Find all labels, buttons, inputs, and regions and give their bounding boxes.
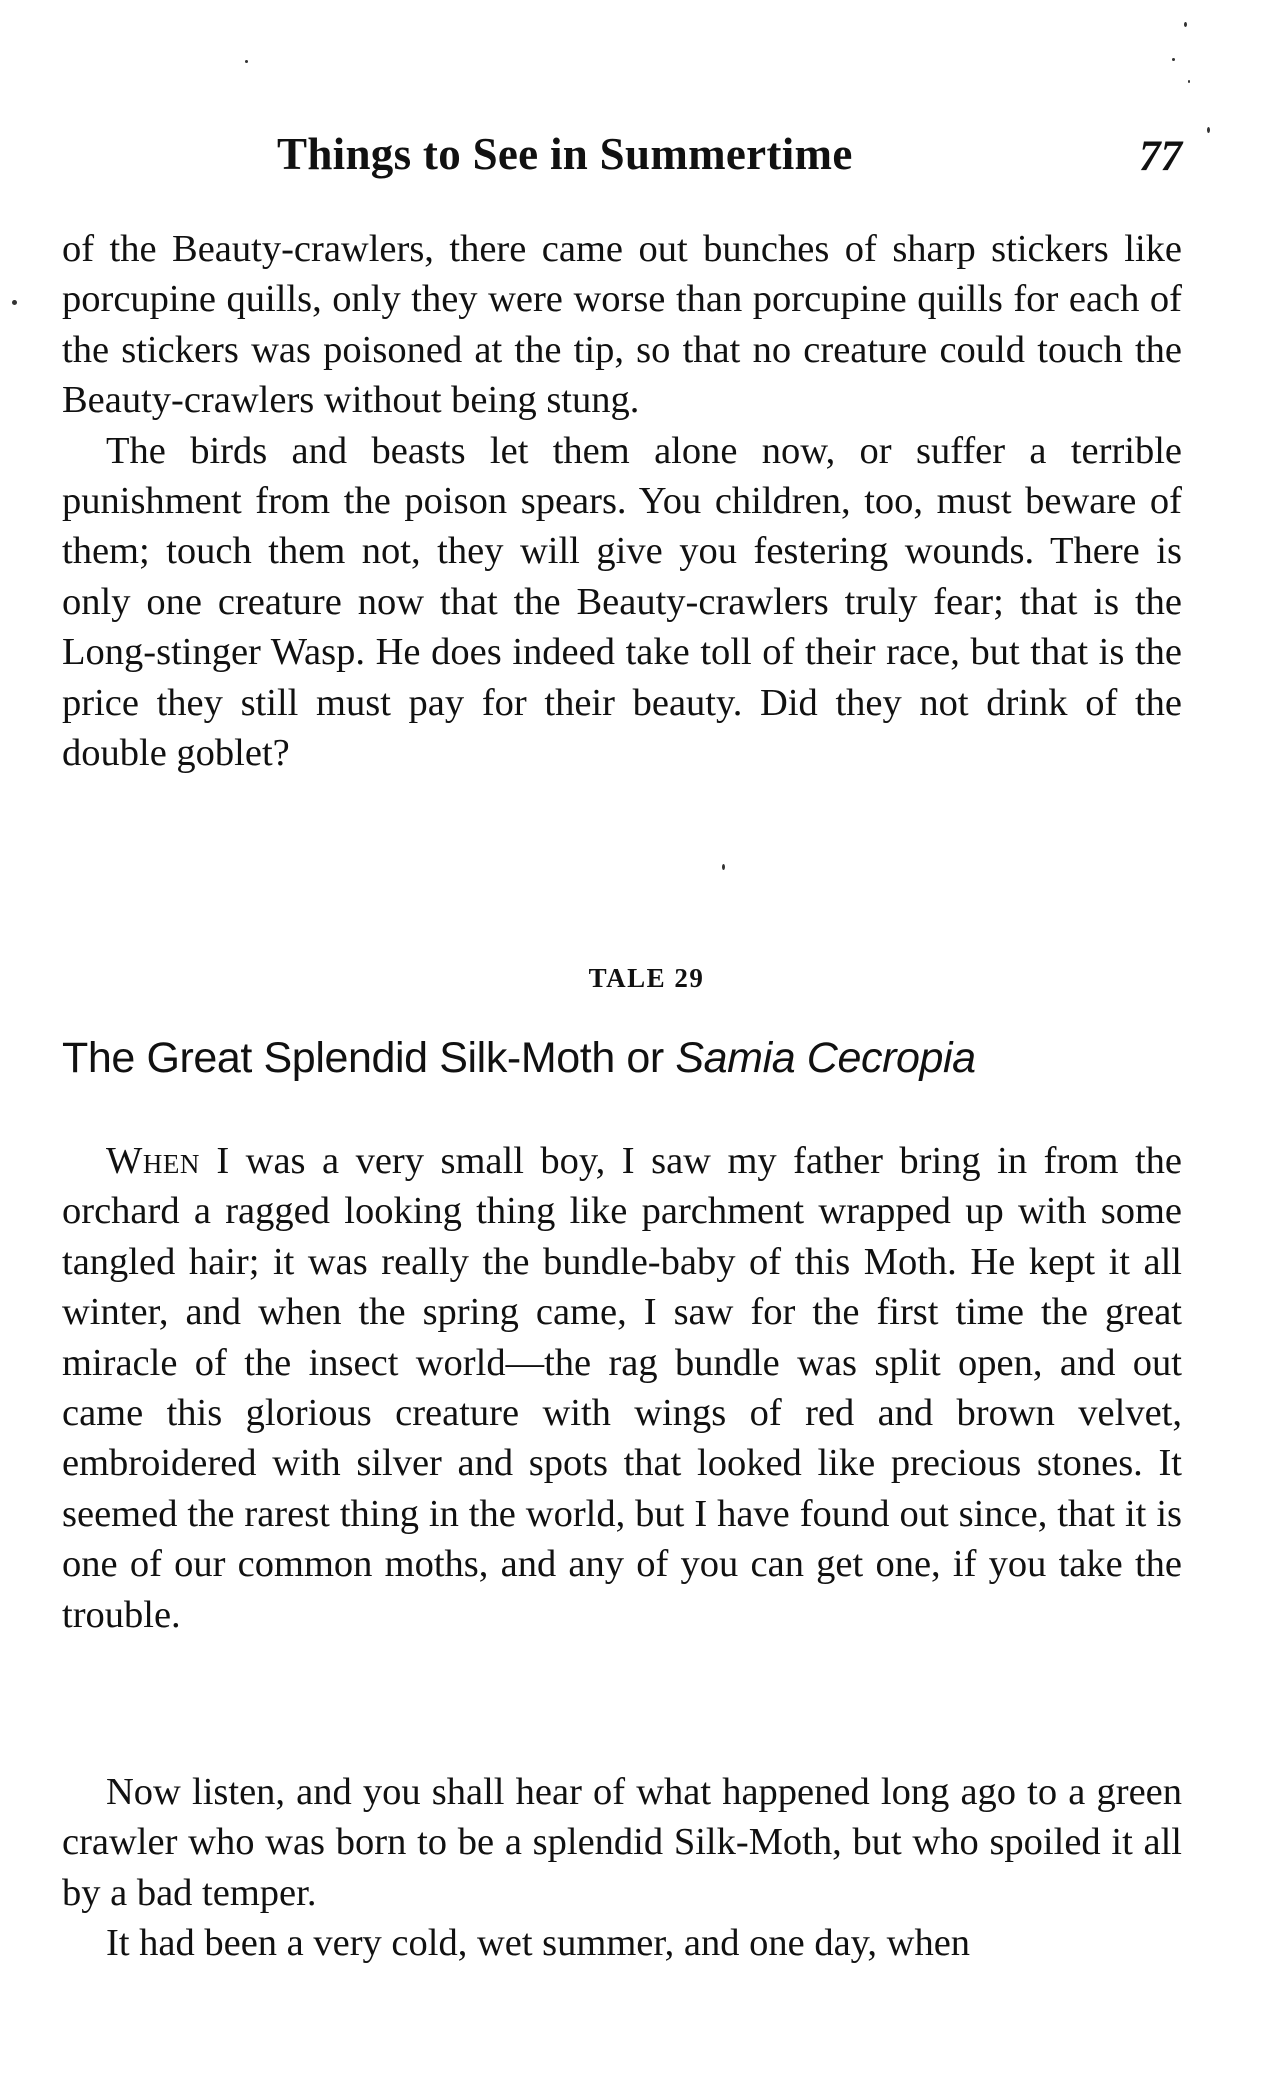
margin-dot (12, 300, 17, 305)
paragraph-rest: I was a very small boy, I saw my father bring in from the orchard a ragged looking thing like parchment wrapped up with some tangled hair; it was really the bundle-baby of this Moth. He kept it all winter, and when the spring came, I saw for the first time the great miracle of the insect world—the rag bundle was split open, and out came this glorious creature with wings of red and brown velvet, embroidered with silver and spots that looked like precious stones. It seemed the rarest thing in the world, but I have found out since, that it is one of our common moths, and any of you can get one, if you take the trouble. (62, 1140, 1182, 1636)
first-word: When (106, 1140, 200, 1182)
paragraph: Now listen, and you shall hear of what happened long ago to a green crawler who was born to be a splendid Silk-Moth, but who spoiled it all by a bad temper. (62, 1771, 1182, 1914)
continued-text (62, 224, 1182, 778)
tale-label: TALE 29 (588, 963, 705, 993)
running-head (62, 128, 1182, 188)
paragraph (62, 1136, 1182, 1640)
paragraph: It had been a very cold, wet summer, and one day, when (106, 1922, 971, 1965)
tale-story (62, 1767, 1182, 1969)
scan-speck (1207, 127, 1210, 133)
scan-speck (245, 60, 248, 63)
page-number: 77 (1139, 133, 1182, 180)
scan-speck (1184, 22, 1187, 27)
scan-speck (1172, 58, 1175, 61)
paragraph: of the Beauty-crawlers, there came out bunches of sharp stickers like porcupine quills, only they were worse than porcupine quills for each of the stickers was poisoned at the tip, so that no creature could touch the Beauty-crawlers without being stung. (62, 228, 1182, 422)
scan-speck (1188, 80, 1190, 83)
paragraph: The birds and beasts let them alone now, or suffer a terrible punishment from the poison spears. You children, too, must beware of them; touch them not, they will give you festering wounds. There is only one creature now that the Beauty-crawlers truly fear; that is the Long-stinger Wasp. He does indeed take toll of their race, but that is the price they still must pay for their beauty. Did they not drink of the double goblet? (62, 429, 1182, 775)
scan-speck (722, 864, 725, 870)
tale-title-main: The Great Splendid Silk-Moth or (62, 1034, 676, 1082)
tale-title-scientific: Samia Cecropia (675, 1034, 976, 1082)
tale-intro (62, 1136, 1182, 1640)
tale-title (62, 1030, 1182, 1086)
running-title: Things to See in Summertime (277, 129, 853, 179)
